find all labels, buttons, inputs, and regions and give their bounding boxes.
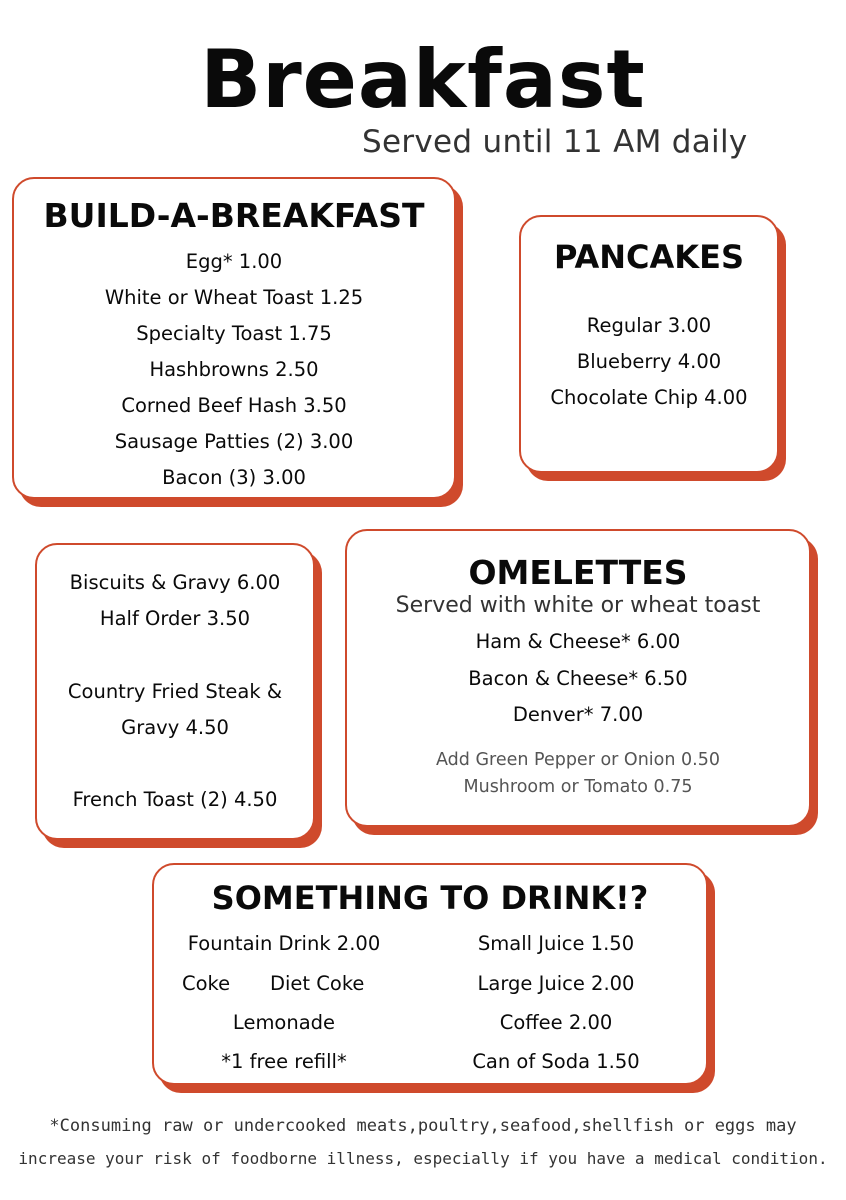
specials-card bbox=[35, 543, 315, 840]
drink-item: Coke bbox=[182, 972, 231, 995]
omelettes-subtitle: Served with white or wheat toast bbox=[395, 593, 761, 618]
drink-item: Diet Coke bbox=[270, 972, 365, 995]
menu-item: Blueberry 4.00 bbox=[576, 350, 722, 373]
menu-item: Ham & Cheese* 6.00 bbox=[475, 630, 681, 653]
menu-item: Sausage Patties (2) 3.00 bbox=[114, 430, 354, 453]
menu-item: White or Wheat Toast 1.25 bbox=[104, 286, 364, 309]
build-a-breakfast-title: BUILD-A-BREAKFAST bbox=[43, 196, 425, 235]
food-safety-notice-line-1: *Consuming raw or undercooked meats,poultry,seafood,shellfish or eggs may bbox=[49, 1116, 797, 1136]
menu-item: Regular 3.00 bbox=[586, 314, 712, 337]
menu-item: French Toast (2) 4.50 bbox=[72, 788, 278, 811]
menu-item: Gravy 4.50 bbox=[121, 716, 229, 739]
menu-item: Hashbrowns 2.50 bbox=[149, 358, 319, 381]
drink-item: Fountain Drink 2.00 bbox=[187, 932, 381, 955]
drink-item: *1 free refill* bbox=[221, 1050, 347, 1073]
drink-item: Can of Soda 1.50 bbox=[472, 1050, 640, 1073]
drink-item: Small Juice 1.50 bbox=[477, 932, 635, 955]
drink-item: Lemonade bbox=[232, 1011, 336, 1034]
omelettes-card bbox=[345, 529, 811, 827]
page-subtitle: Served until 11 AM daily bbox=[362, 124, 748, 160]
menu-item: Chocolate Chip 4.00 bbox=[550, 386, 748, 409]
menu-item: Egg* 1.00 bbox=[185, 250, 283, 273]
menu-item: Specialty Toast 1.75 bbox=[136, 322, 332, 345]
pancakes-card bbox=[519, 215, 779, 473]
drink-item: Large Juice 2.00 bbox=[477, 972, 635, 995]
menu-item: Denver* 7.00 bbox=[512, 703, 644, 726]
drink-item: Coffee 2.00 bbox=[499, 1011, 613, 1034]
addon-item: Mushroom or Tomato 0.75 bbox=[463, 777, 693, 797]
drinks-title: SOMETHING TO DRINK!? bbox=[211, 879, 649, 917]
menu-item: Corned Beef Hash 3.50 bbox=[121, 394, 347, 417]
pancakes-title: PANCAKES bbox=[553, 238, 744, 276]
menu-item: Biscuits & Gravy 6.00 bbox=[69, 571, 281, 594]
food-safety-notice-line-2: increase your risk of foodborne illness, especially if you have a medical condition. bbox=[18, 1149, 828, 1168]
menu-item: Half Order 3.50 bbox=[99, 607, 251, 630]
build-a-breakfast-card bbox=[12, 177, 456, 499]
addon-item: Add Green Pepper or Onion 0.50 bbox=[436, 750, 720, 770]
menu-item: Country Fried Steak & bbox=[67, 680, 283, 703]
drinks-card bbox=[152, 863, 708, 1085]
menu-item: Bacon & Cheese* 6.50 bbox=[468, 667, 688, 690]
omelettes-title: OMELETTES bbox=[468, 553, 688, 592]
page-title: Breakfast bbox=[200, 33, 646, 126]
menu-item: Bacon (3) 3.00 bbox=[162, 466, 306, 489]
